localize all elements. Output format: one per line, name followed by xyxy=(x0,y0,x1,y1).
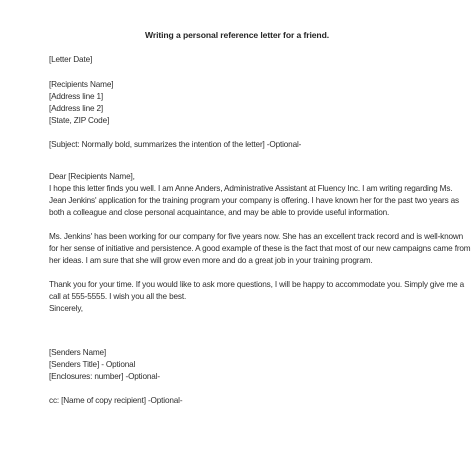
document-title: Writing a personal reference letter for a friend. xyxy=(144,30,330,40)
paragraph-2-line-3: her ideas. I am sure that she will grow even more and do a great job in your training program. xyxy=(49,256,373,265)
recipient-address-line-1: [Address line 1] xyxy=(49,92,104,101)
paragraph-1-line-1: I hope this letter finds you well. I am Anne Anders, Administrative Assistant at Fluency Inc. I am writing regarding Ms. xyxy=(49,184,453,193)
letter-date: [Letter Date] xyxy=(49,55,93,64)
cc-line: cc: [Name of copy recipient] -Optional- xyxy=(49,396,183,405)
paragraph-2-line-2: for her sense of initiative and persistence. A good example of these is the fact that most of our new campaigns came from xyxy=(49,244,471,253)
subject-line: [Subject: Normally bold, summarizes the intention of the letter] -Optional- xyxy=(49,140,302,149)
paragraph-3-line-1: Thank you for your time. If you would like to ask more questions, I will be happy to accommodate you. Simply give me a xyxy=(49,280,465,289)
recipient-address-line-2: [Address line 2] xyxy=(49,104,104,113)
paragraph-1-line-2: Jean Jenkins' application for the training program your company is offering. I have known her for the past two years as xyxy=(49,196,459,205)
paragraph-2-line-1: Ms. Jenkins' has been working for our company for five years now. She has an excellent track record and is well-known xyxy=(49,232,464,241)
salutation: Dear [Recipients Name], xyxy=(49,172,135,181)
enclosures: [Enclosures: number] -Optional- xyxy=(49,372,160,381)
recipient-name: [Recipients Name] xyxy=(49,80,114,89)
sender-title: [Senders Title] - Optional xyxy=(49,360,136,369)
paragraph-3-line-2: call at 555-5555. I wish you all the best. xyxy=(49,292,187,301)
sender-name: [Senders Name] xyxy=(49,348,107,357)
closing: Sincerely, xyxy=(49,304,83,313)
recipient-state-zip: [State, ZIP Code] xyxy=(49,116,110,125)
paragraph-1-line-3: both a colleague and close personal acquaintance, and may be able to provide useful information. xyxy=(49,208,390,217)
